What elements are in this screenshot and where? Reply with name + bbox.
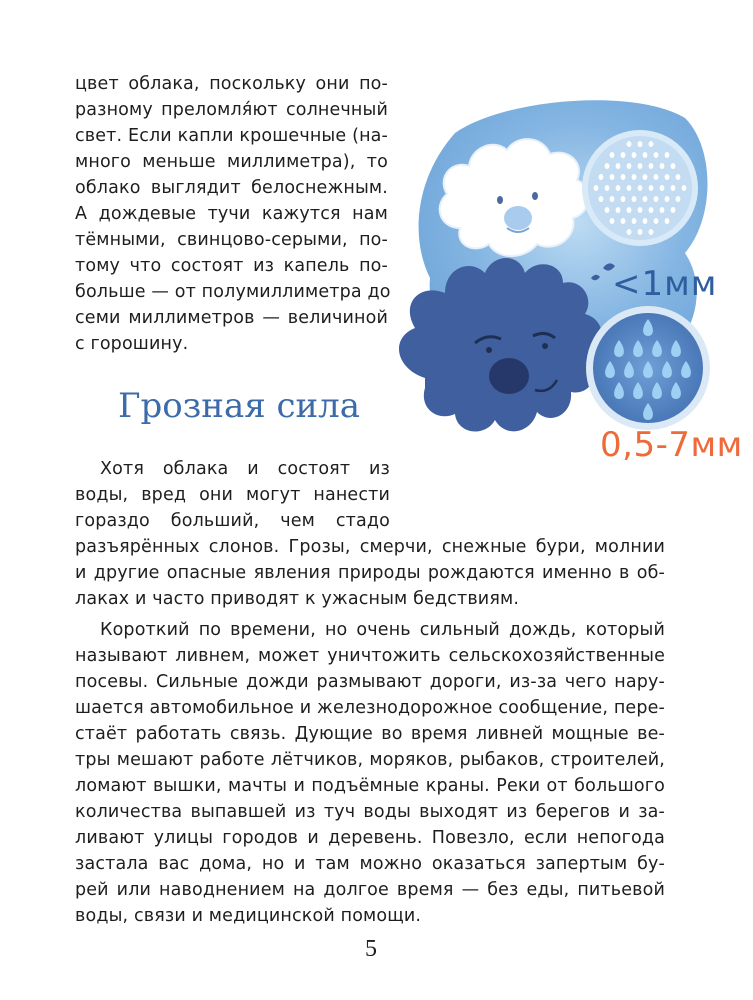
text-line: лаках и часто приводят к ужасным бедствиям. xyxy=(75,589,520,609)
text-line: облако выглядит белоснежным. xyxy=(75,178,388,198)
small-droplet xyxy=(676,174,681,180)
text-line: разъярённых слонов. Грозы, смерчи, снежные бури, молнии xyxy=(75,537,665,557)
small-droplet xyxy=(676,196,681,202)
text-line: семи миллиметров — величиной xyxy=(75,308,388,328)
small-droplet xyxy=(616,207,621,213)
small-droplet xyxy=(649,207,654,213)
small-droplet xyxy=(627,207,632,213)
small-droplet xyxy=(638,229,643,235)
small-droplet xyxy=(643,174,648,180)
section-title: Грозная сила xyxy=(118,386,361,426)
text-line: больше — от полумиллиметра до xyxy=(75,282,391,302)
text-line: гораздо больший, чем стадо xyxy=(75,511,390,531)
small-droplet xyxy=(643,152,648,158)
text-line: Короткий по времени, но очень сильный дождь, который xyxy=(100,620,665,640)
small-droplet xyxy=(594,185,599,191)
small-droplet xyxy=(627,141,632,147)
text-line: с горошину. xyxy=(75,334,189,354)
small-droplet xyxy=(627,163,632,169)
small-droplet xyxy=(638,141,643,147)
text-line: разному преломля́ют солнечный xyxy=(75,100,388,120)
small-droplet xyxy=(643,196,648,202)
small-droplet xyxy=(616,163,621,169)
small-droplet xyxy=(649,185,654,191)
small-droplet xyxy=(632,218,637,224)
small-droplet xyxy=(660,185,665,191)
small-drops-size-label: <1мм xyxy=(612,264,718,304)
text-line: стаёт работать связь. Дующие во время ливней мощные ве- xyxy=(75,724,665,744)
small-droplet xyxy=(649,229,654,235)
text-line: тому что состоят из капель по- xyxy=(75,256,388,276)
text-line: цвет облака, поскольку они по- xyxy=(75,74,388,94)
dark-cloud xyxy=(399,258,602,431)
text-line: Хотя облака и состоят из xyxy=(100,459,390,479)
small-droplet xyxy=(599,174,604,180)
small-droplet xyxy=(654,174,659,180)
small-droplet xyxy=(660,207,665,213)
text-line: шается автомобильное и железнодорожное сообщение, пере- xyxy=(75,698,665,718)
small-droplet xyxy=(627,185,632,191)
small-droplet xyxy=(671,207,676,213)
small-droplet xyxy=(610,196,615,202)
large-drops-size-label: 0,5-7мм xyxy=(600,425,743,465)
small-droplet xyxy=(654,196,659,202)
small-droplet xyxy=(665,218,670,224)
small-droplet xyxy=(621,174,626,180)
text-line: тры мешают работе лётчиков, моряков, рыбаков, строителей, xyxy=(75,750,665,770)
small-droplet xyxy=(621,218,626,224)
small-droplets-circle xyxy=(582,130,698,246)
small-droplet xyxy=(621,152,626,158)
small-droplet xyxy=(660,163,665,169)
text-line: много меньше миллиметра), то xyxy=(75,152,388,172)
small-droplet xyxy=(610,152,615,158)
small-droplet xyxy=(665,174,670,180)
small-droplet xyxy=(627,229,632,235)
small-droplet xyxy=(616,185,621,191)
small-droplet xyxy=(654,218,659,224)
small-droplet xyxy=(621,196,626,202)
text-line: ливают улицы городов и деревень. Повезло, если непогода xyxy=(75,828,665,848)
small-droplet xyxy=(671,185,676,191)
large-droplets-circle xyxy=(586,306,710,430)
text-line: застала вас дома, но и там можно оказаться запертым бу- xyxy=(75,854,665,874)
text-line: воды, связи и медицинской помощи. xyxy=(75,906,422,926)
small-droplet xyxy=(682,185,687,191)
small-droplet xyxy=(605,185,610,191)
small-droplet xyxy=(632,196,637,202)
text-line: называют ливнем, может уничтожить сельскохозяйственные xyxy=(75,646,665,666)
text-line: ломают вышки, мачты и подъёмные краны. Реки от большого xyxy=(75,776,665,796)
text-line: воды, вред они могут нанести xyxy=(75,485,390,505)
page-number: 5 xyxy=(365,936,377,962)
small-droplet xyxy=(649,141,654,147)
text-line: свет. Если капли крошечные (на- xyxy=(75,126,388,146)
small-droplet xyxy=(665,196,670,202)
small-droplet xyxy=(632,174,637,180)
text-line: количества выпавшей из туч воды выходят из берегов и за- xyxy=(75,802,665,822)
small-droplet xyxy=(632,152,637,158)
small-droplet xyxy=(665,152,670,158)
small-droplet xyxy=(643,218,648,224)
small-droplet xyxy=(654,152,659,158)
text-line: А дождевые тучи кажутся нам xyxy=(75,204,388,224)
text-line: рей или наводнением на долгое время — без еды, питьевой xyxy=(75,880,665,900)
small-droplet xyxy=(638,207,643,213)
text-line: и другие опасные явления природы рождаются именно в об- xyxy=(75,563,665,583)
text-line: посевы. Сильные дожди размывают дороги, из-за чего нару- xyxy=(75,672,665,692)
small-droplet xyxy=(610,174,615,180)
small-droplet xyxy=(671,163,676,169)
small-droplet xyxy=(599,196,604,202)
small-droplet xyxy=(605,163,610,169)
small-droplet xyxy=(605,207,610,213)
text-line: тёмными, свинцово-серыми, по- xyxy=(75,230,388,250)
small-droplet xyxy=(638,163,643,169)
small-droplet xyxy=(638,185,643,191)
small-droplet xyxy=(610,218,615,224)
small-droplet xyxy=(649,163,654,169)
